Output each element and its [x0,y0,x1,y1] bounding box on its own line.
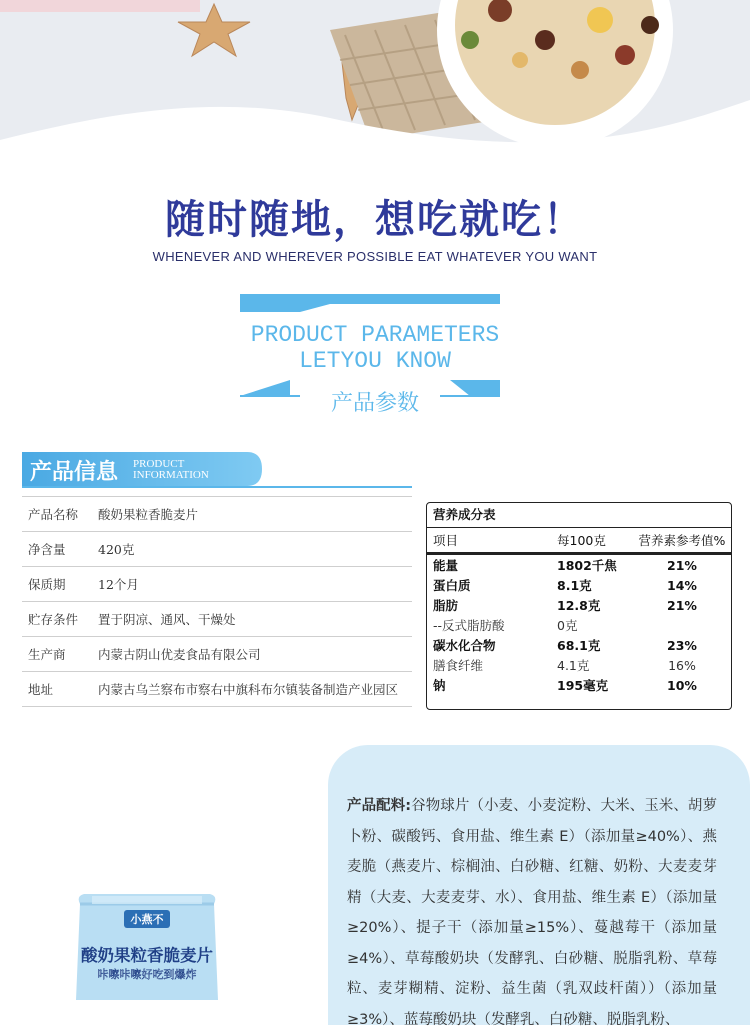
table-row [427,655,731,675]
hero-illustration [0,0,750,160]
params-en-line1: PRODUCT PARAMETERS [250,322,500,348]
info-label: 生产商 [28,647,66,662]
nutrient-nrv: 14% [667,577,697,593]
header-item: 项目 [433,533,459,548]
nutrient-nrv: 21% [667,597,697,613]
nutrient-amount: 68.1克 [557,638,601,653]
ingredients-body: 谷物球片（小麦、小麦淀粉、大米、玉米、胡萝卜粉、碳酸钙、食用盐、维生素 E）（添加量≥40%）、燕麦脆（燕麦片、棕榈油、白砂糖、红糖、奶粉、大麦麦芽精（大麦、大麦麦芽、水）、食用盐、维生素 E）（添加量≥20%）、提子干（添加量≥15%）、蔓越莓干（添加量≥4%）、草莓酸奶块（发酵乳、白砂糖、脱脂乳粉、草莓粒、麦芽糊精、淀粉、益生菌（乳双歧杆菌））（添加量≥3%）、蓝莓酸奶块（发酵乳、白砂糖、脱脂乳粉、 [347,798,717,1028]
nutrient-name: 碳水化合物 [433,638,496,653]
info-tab-en-line1: PRODUCT [133,458,185,470]
info-value: 置于阴凉、通风、干燥处 [98,612,236,627]
nutrient-nrv: 16% [668,657,696,673]
params-en-line2: LETYOU KNOW [299,348,451,374]
nutrient-amount: 8.1克 [557,578,592,593]
nutrient-amount: 0克 [557,618,578,633]
bag-brand: 小燕不 [130,913,164,926]
nutrient-name: 蛋白质 [433,578,471,593]
info-value: 内蒙古乌兰察布市察右中旗科布尔镇装备制造产业园区 [98,682,399,697]
table-row [22,567,412,602]
table-row [22,637,412,672]
header-per100: 每100克 [557,533,606,548]
nutrient-amount: 12.8克 [557,598,601,613]
ingredients-text [347,791,717,1035]
nutrient-nrv: 21% [667,557,697,573]
nutrient-amount: 195毫克 [557,678,609,693]
headline: 随时随地，想吃就吃！ [165,197,585,243]
nutrient-name: 脂肪 [433,598,459,613]
table-row [427,675,731,695]
table-row [22,602,412,637]
params-title-en [0,322,750,374]
info-label: 贮存条件 [28,612,79,627]
info-label: 净含量 [28,542,66,557]
info-tab-en-line2: INFORMATION [133,469,209,481]
nutrition-table [426,502,732,710]
nutrient-name: 膳食纤维 [433,658,484,673]
table-row [427,575,731,595]
nutrient-name: 钠 [433,678,446,693]
nutrient-nrv: 23% [667,637,697,653]
info-value: 内蒙古阴山优麦食品有限公司 [98,647,261,662]
table-row [427,615,731,635]
info-divider [22,486,412,488]
info-value: 420克 [98,542,135,557]
params-title-cn: 产品参数 [330,391,419,416]
info-value: 酸奶果粒香脆麦片 [98,507,199,522]
table-row [22,496,412,532]
product-bag-image [72,890,222,1000]
nutrient-amount: 1802千焦 [557,558,617,573]
hero-photo [0,0,750,160]
table-row [22,672,412,707]
nutrition-header-row [427,528,731,555]
info-value: 12个月 [98,577,139,592]
nutrition-title: 营养成分表 [427,503,731,528]
info-label: 地址 [28,682,54,697]
product-info-table [22,496,412,707]
bag-slogan: 咔嚓咔嚓好吃到爆炸 [97,968,197,981]
table-row [427,595,731,615]
bag-product-name: 酸奶果粒香脆麦片 [81,946,213,965]
nutrient-nrv: 10% [667,677,697,693]
nutrient-name: --反式脂肪酸 [433,618,505,633]
table-row [427,555,731,575]
info-label: 产品名称 [28,507,79,522]
subline: WHENEVER AND WHEREVER POSSIBLE EAT WHATEVER YOU WANT [152,249,598,264]
header-nrv: 营养素参考值% [638,533,726,548]
ingredients-label: 产品配料: [347,798,412,814]
nutrient-name: 能量 [433,558,459,573]
info-tab-title: 产品信息 [30,460,119,485]
table-row [22,532,412,567]
nutrient-amount: 4.1克 [557,658,590,673]
info-label: 保质期 [28,577,66,592]
table-row [427,635,731,655]
info-tab-subtitle [133,459,209,481]
